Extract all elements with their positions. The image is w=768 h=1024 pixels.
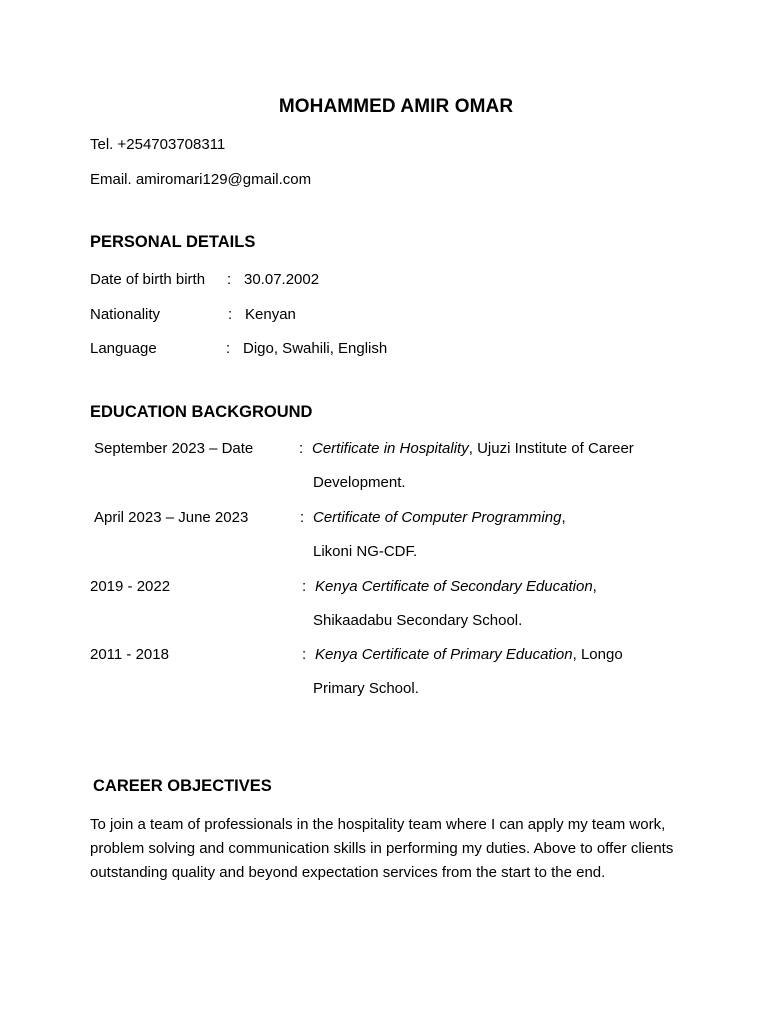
email-line: Email. amiromari129@gmail.com xyxy=(90,171,312,188)
personal-value: Digo, Swahili, English xyxy=(243,340,388,357)
education-qualification xyxy=(313,509,566,526)
qualification-title: Kenya Certificate of Secondary Education xyxy=(315,578,593,595)
qualification-institution: , Ujuzi Institute of Career xyxy=(468,440,634,457)
career-objectives-heading: CAREER OBJECTIVES xyxy=(93,777,272,795)
personal-label: Language xyxy=(90,340,157,357)
education-period: April 2023 – June 2023 xyxy=(94,509,249,526)
personal-row-nationality xyxy=(90,306,710,328)
personal-separator: : xyxy=(226,340,231,357)
personal-separator: : xyxy=(227,271,232,288)
education-period: September 2023 – Date xyxy=(94,440,254,457)
education-continuation: Shikaadabu Secondary School. xyxy=(313,612,523,629)
cv-name: MOHAMMED AMIR OMAR xyxy=(278,96,514,117)
education-continuation: Primary School. xyxy=(313,680,419,697)
personal-row-language xyxy=(90,340,710,362)
personal-row-dob xyxy=(90,271,710,293)
qualification-institution: , xyxy=(592,578,597,595)
education-separator: : xyxy=(299,440,304,457)
qualification-institution: , Longo xyxy=(572,646,623,663)
education-continuation: Development. xyxy=(313,474,406,491)
qualification-institution: , xyxy=(561,509,566,526)
education-separator: : xyxy=(302,578,307,595)
personal-details-heading: PERSONAL DETAILS xyxy=(90,233,256,251)
career-objective-text: To join a team of professionals in the hospitality team where I can apply my team work, problem solving and communication skills in performing my duties. Above to offer clients outstanding quality and beyond expectation services from the start to the end. xyxy=(90,816,674,881)
education-separator: : xyxy=(300,509,305,526)
education-period: 2019 - 2022 xyxy=(90,578,171,595)
personal-separator: : xyxy=(228,306,233,323)
qualification-title: Kenya Certificate of Primary Education xyxy=(315,646,573,663)
education-continuation: Likoni NG-CDF. xyxy=(313,543,418,560)
education-qualification xyxy=(312,440,634,457)
personal-value: 30.07.2002 xyxy=(244,271,320,288)
qualification-title: Certificate of Computer Programming xyxy=(313,509,562,526)
personal-label: Nationality xyxy=(90,306,161,323)
education-qualification xyxy=(315,578,597,595)
personal-label: Date of birth birth xyxy=(90,271,206,288)
education-qualification xyxy=(315,646,623,663)
education-period: 2011 - 2018 xyxy=(90,646,169,663)
education-heading: EDUCATION BACKGROUND xyxy=(90,403,313,421)
personal-value: Kenyan xyxy=(245,306,296,323)
qualification-title: Certificate in Hospitality xyxy=(312,440,469,457)
education-separator: : xyxy=(302,646,307,663)
phone-line: Tel. +254703708311 xyxy=(90,136,226,153)
